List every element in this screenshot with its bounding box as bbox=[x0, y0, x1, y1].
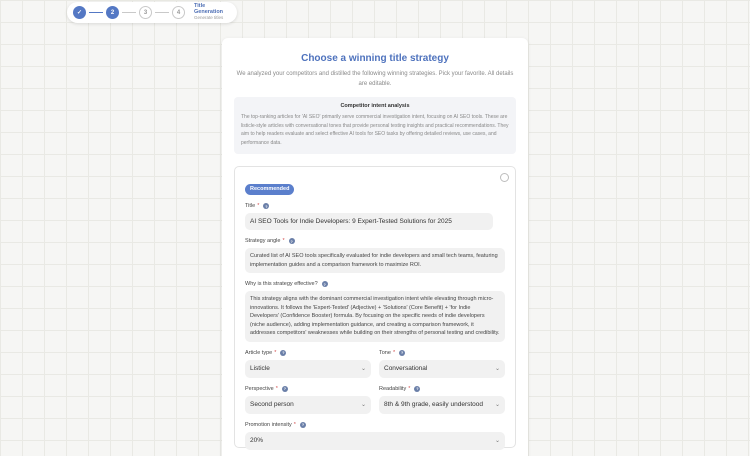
step-2-label: 2 bbox=[110, 9, 115, 16]
promotion-intensity-value: 20% bbox=[250, 437, 264, 444]
step-connector bbox=[89, 12, 103, 13]
help-icon[interactable]: ? bbox=[400, 350, 404, 355]
help-icon[interactable]: ? bbox=[283, 386, 287, 391]
step-connector bbox=[122, 12, 136, 13]
readability-select[interactable] bbox=[379, 396, 505, 414]
perspective-select[interactable] bbox=[245, 396, 371, 414]
step-3[interactable] bbox=[139, 6, 152, 19]
step-connector bbox=[155, 12, 169, 13]
article-type-value: Listicle bbox=[250, 365, 270, 372]
chevron-down-icon: ⌄ bbox=[360, 366, 366, 372]
intent-body: The top-ranking articles for 'AI SEO' primarily serve commercial investigation intent, focusing on AI SEO tools. These are listicle-style articles with conversational tones that provide personal testing insights and practical recommendations. They aim to help readers evaluate and select effective AI tools for SEO tasks by offering detailed reviews, use cases, and performance data. bbox=[241, 114, 509, 146]
help-icon[interactable]: ? bbox=[290, 238, 293, 244]
page-subtitle: We analyzed your competitors and distilled the following winning strategies. Pick your favorite. All details are editable. bbox=[236, 71, 514, 87]
readability-label bbox=[379, 386, 505, 392]
chevron-down-icon: ⌄ bbox=[360, 402, 366, 408]
page-title: Choose a winning title strategy bbox=[301, 53, 449, 64]
select-strategy-radio[interactable] bbox=[500, 173, 509, 182]
perspective-label-text: Perspective bbox=[245, 385, 274, 392]
title-label-text: Title bbox=[245, 203, 256, 209]
step-subtitle: Generate titles bbox=[194, 15, 224, 21]
readability-value: 8th & 9th grade, easily understood bbox=[384, 401, 484, 408]
perspective-value: Second person bbox=[250, 401, 294, 408]
promotion-intensity-label bbox=[245, 422, 505, 428]
required-marker: * bbox=[274, 349, 277, 356]
step-title: Title Generation bbox=[194, 3, 224, 15]
article-type-select[interactable] bbox=[245, 360, 371, 378]
chevron-down-icon: ⌄ bbox=[494, 366, 500, 372]
strategy-card bbox=[222, 38, 528, 456]
tone-label bbox=[379, 350, 505, 356]
chevron-down-icon: ⌄ bbox=[494, 402, 500, 408]
title-label bbox=[245, 203, 505, 209]
step-2-active[interactable] bbox=[106, 6, 119, 19]
why-effective-label bbox=[245, 281, 505, 287]
help-icon[interactable]: ? bbox=[416, 386, 419, 391]
step-1-label: ✓ bbox=[76, 10, 83, 16]
strategy-option[interactable] bbox=[234, 166, 516, 448]
progress-stepper bbox=[67, 2, 237, 23]
help-icon[interactable]: ? bbox=[301, 422, 305, 427]
article-type-label bbox=[245, 350, 371, 356]
readability-label-text: Readability bbox=[379, 385, 407, 392]
step-1-complete-icon[interactable] bbox=[73, 6, 86, 19]
chevron-down-icon: ⌄ bbox=[494, 438, 500, 444]
required-marker: * bbox=[408, 385, 411, 392]
tone-select[interactable] bbox=[379, 360, 505, 378]
required-marker: * bbox=[282, 238, 285, 244]
strategy-angle-input[interactable]: Curated list of AI SEO tools specifically evaluated for indie developers and small tech teams, featuring implementation guides and a comparison framework to maximize ROI. bbox=[245, 248, 505, 273]
promotion-intensity-select[interactable] bbox=[245, 432, 505, 450]
help-icon[interactable]: ? bbox=[265, 203, 268, 209]
article-type-label-text: Article type bbox=[245, 349, 273, 356]
help-icon[interactable]: ? bbox=[282, 350, 285, 355]
required-marker: * bbox=[293, 421, 296, 428]
help-icon[interactable]: ? bbox=[323, 281, 326, 287]
recommended-badge: Recommended bbox=[245, 184, 294, 195]
current-step-info bbox=[194, 4, 231, 21]
tone-label-text: Tone bbox=[379, 349, 391, 356]
required-marker: * bbox=[275, 385, 278, 392]
required-marker: * bbox=[257, 203, 260, 209]
step-4-label: 4 bbox=[176, 9, 181, 16]
why-effective-label-text: Why is this strategy effective? bbox=[245, 281, 318, 287]
step-3-label: 3 bbox=[143, 9, 148, 16]
strategy-angle-label bbox=[245, 238, 505, 244]
promotion-intensity-label-text: Promotion intensity bbox=[245, 421, 292, 428]
step-4[interactable] bbox=[172, 6, 185, 19]
why-effective-input[interactable]: This strategy aligns with the dominant commercial investigation intent while elevating through micro-innovations. It follows the 'Expert-Tested' (Adjective) + 'Solutions' (Core Benefit) + 'for Indie Developers' (Confidence Booster) formula. By focusing on the specific needs of indie developers (niche audience), adding implementation guidance, and creating a comparison framework, it addresses competitors' weaknesses while building on their strengths of personal testing and credibility. bbox=[245, 291, 505, 342]
perspective-label bbox=[245, 386, 371, 392]
required-marker: * bbox=[392, 349, 396, 356]
intent-heading: Competitor intent analysis bbox=[340, 103, 410, 109]
tone-value: Conversational bbox=[384, 365, 428, 372]
strategy-angle-label-text: Strategy angle bbox=[245, 238, 281, 244]
competitor-intent-panel bbox=[234, 97, 516, 154]
title-input[interactable]: AI SEO Tools for Indie Developers: 9 Expert-Tested Solutions for 2025 bbox=[245, 213, 493, 230]
